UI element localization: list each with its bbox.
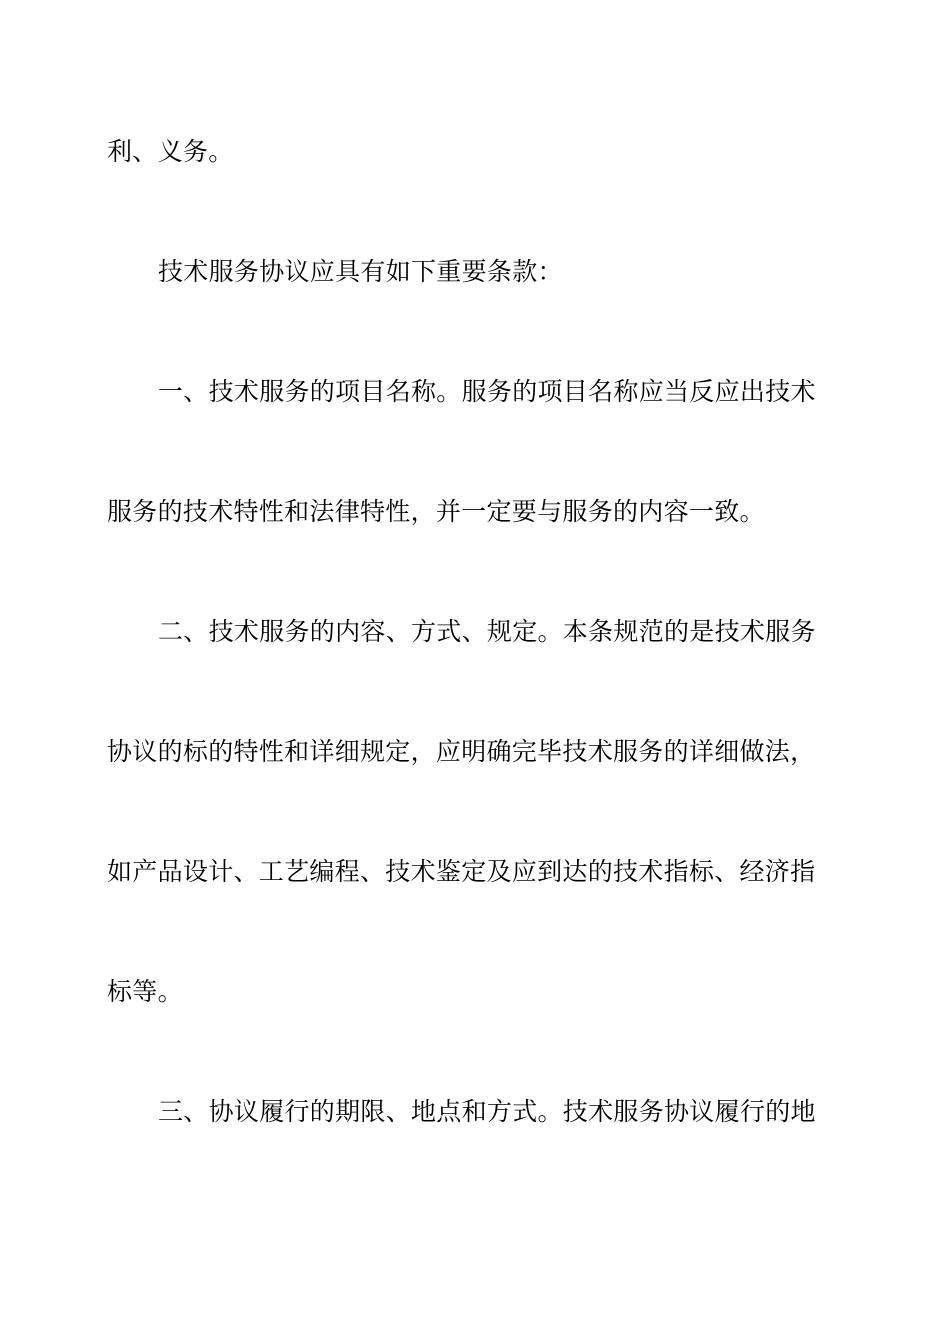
text-line-5: 二、技术服务的内容、方式、规定。本条规范的是技术服务 — [158, 617, 816, 646]
text-line-3: 一、技术服务的项目名称。服务的项目名称应当反应出技术 — [158, 377, 816, 406]
text-line-8: 标等。 — [107, 977, 183, 1006]
text-line-2: 技术服务协议应具有如下重要条款： — [158, 257, 563, 286]
text-line-4: 服务的技术特性和法律特性，并一定要与服务的内容一致。 — [107, 497, 765, 526]
text-line-9: 三、协议履行的期限、地点和方式。技术服务协议履行的地 — [158, 1097, 816, 1126]
text-line-6: 协议的标的特性和详细规定，应明确完毕技术服务的详细做法， — [107, 737, 816, 766]
text-line-1: 利、义务。 — [107, 137, 234, 166]
text-line-7: 如产品设计、工艺编程、技术鉴定及应到达的技术指标、经济指 — [107, 857, 816, 886]
